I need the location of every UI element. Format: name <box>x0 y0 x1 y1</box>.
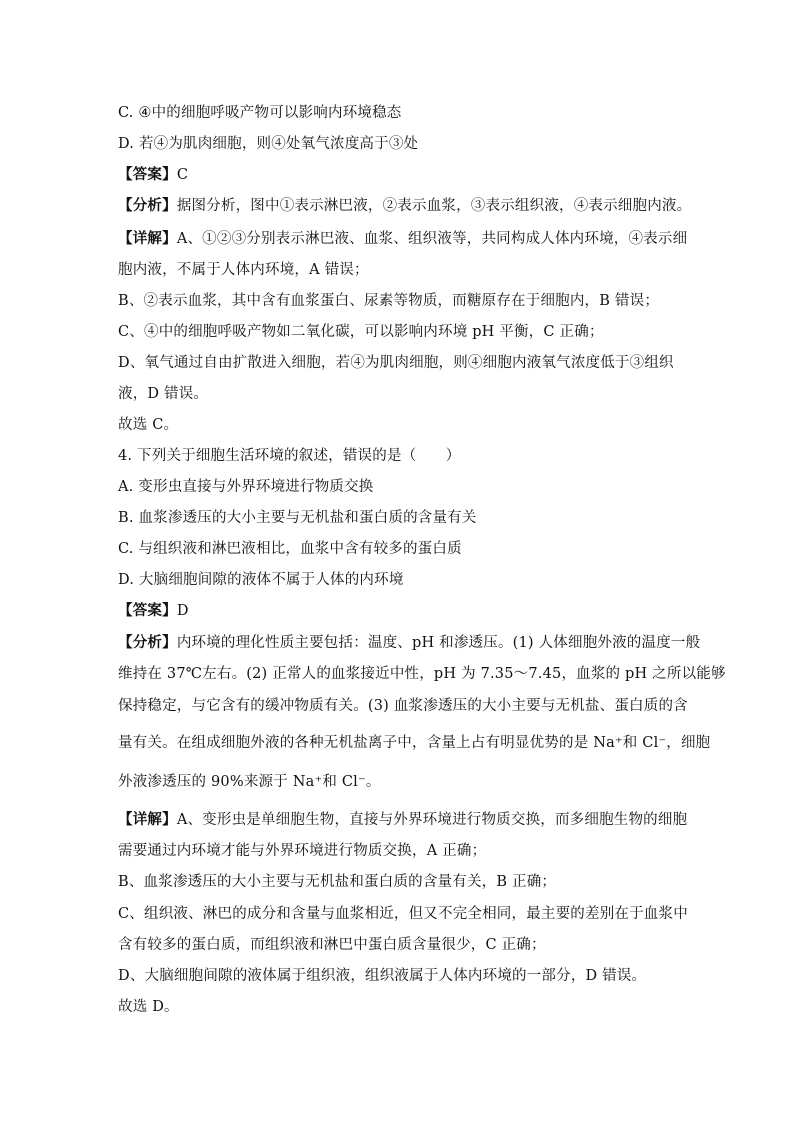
q4-analysis-line-2: 维持在 37℃左右。(2) 正常人的血浆接近中性，pH 为 7.35～7.45，血浆的 pH 之所以能够 <box>118 666 726 682</box>
answer-value: C <box>176 167 189 183</box>
q4-detail-a-line-2: 需要通过内环境才能与外界环境进行物质交换，A 正确； <box>118 843 487 859</box>
q4-analysis-line-3: 保持稳定，与它含有的缓冲物质有关。(3) 血浆渗透压的大小主要与无机盐、蛋白质的含 <box>118 698 688 714</box>
q4-stem: 4. 下列关于细胞生活环境的叙述，错误的是（ ） <box>118 448 461 464</box>
q4-analysis-line-5: 外液渗透压的 90%来源于 Na⁺和 Cl⁻。 <box>118 774 381 790</box>
q3-answer <box>118 165 188 185</box>
q4-option-b: B. 血浆渗透压的大小主要与无机盐和蛋白质的含量有关 <box>118 510 477 526</box>
detail-tag: 【详解】 <box>118 230 177 247</box>
q3-detail-d-line-1: D、氧气通过自由扩散进入细胞，若④为肌肉细胞，则④细胞内液氧气浓度低于③组织 <box>118 355 674 371</box>
q3-detail-c: C、④中的细胞呼吸产物如二氧化碳，可以影响内环境 pH 平衡，C 正确； <box>118 324 604 340</box>
q3-detail-b: B、②表示血浆，其中含有血浆蛋白、尿素等物质，而糖原存在于细胞内，B 错误； <box>118 293 660 309</box>
q4-detail-c-line-2: 含有较多的蛋白质，而组织液和淋巴中蛋白质含量很少，C 正确； <box>118 937 546 953</box>
q4-analysis-line-4: 量有关。在组成细胞外液的各种无机盐离子中，含量上占有明显优势的是 Na⁺和 Cl⁻，细胞 <box>118 735 711 751</box>
q4-answer <box>118 601 189 621</box>
detail-tag: 【详解】 <box>118 811 177 828</box>
answer-tag: 【答案】 <box>118 166 177 183</box>
q4-option-c: C. 与组织液和淋巴液相比，血浆中含有较多的蛋白质 <box>118 541 462 557</box>
analysis-text: 内环境的理化性质主要包括：温度、pH 和渗透压。(1) 人体细胞外液的温度一般 <box>176 635 701 651</box>
detail-text: A、变形虫是单细胞生物，直接与外界环境进行物质交换，而多细胞生物的细胞 <box>176 812 688 828</box>
q3-conclusion: 故选 C。 <box>118 417 179 433</box>
q4-detail-c-line-1: C、组织液、淋巴的成分和含量与血浆相近，但又不完全相同，最主要的差别在于血浆中 <box>118 906 688 922</box>
analysis-tag: 【分析】 <box>118 197 177 214</box>
q3-analysis <box>118 196 691 216</box>
q4-analysis-line-1 <box>118 633 700 653</box>
q3-option-c: C. ④中的细胞呼吸产物可以影响内环境稳态 <box>118 105 402 121</box>
q4-detail-d: D、大脑细胞间隙的液体属于组织液，组织液属于人体内环境的一部分，D 错误。 <box>118 968 647 984</box>
detail-text: A、①②③分别表示淋巴液、血浆、组织液等，共同构成人体内环境，④表示细 <box>176 231 688 247</box>
q4-detail-a-line-1 <box>118 810 687 830</box>
analysis-text: 据图分析，图中①表示淋巴液，②表示血浆，③表示组织液，④表示细胞内液。 <box>176 198 692 214</box>
q4-option-d: D. 大脑细胞间隙的液体不属于人体的内环境 <box>118 572 404 588</box>
q4-option-a: A. 变形虫直接与外界环境进行物质交换 <box>118 479 374 495</box>
q3-detail-line-2: 胞内液，不属于人体内环境，A 错误； <box>118 262 369 278</box>
q3-detail-d-line-2: 液，D 错误。 <box>118 386 209 402</box>
q4-detail-b: B、血浆渗透压的大小主要与无机盐和蛋白质的含量有关，B 正确； <box>118 874 557 890</box>
q3-option-d: D. 若④为肌肉细胞，则④处氧气浓度高于③处 <box>118 136 419 152</box>
answer-tag: 【答案】 <box>118 602 177 619</box>
q3-detail-line-1 <box>118 229 687 249</box>
answer-value: D <box>176 603 189 619</box>
analysis-tag: 【分析】 <box>118 634 177 651</box>
q4-conclusion: 故选 D。 <box>118 999 179 1015</box>
